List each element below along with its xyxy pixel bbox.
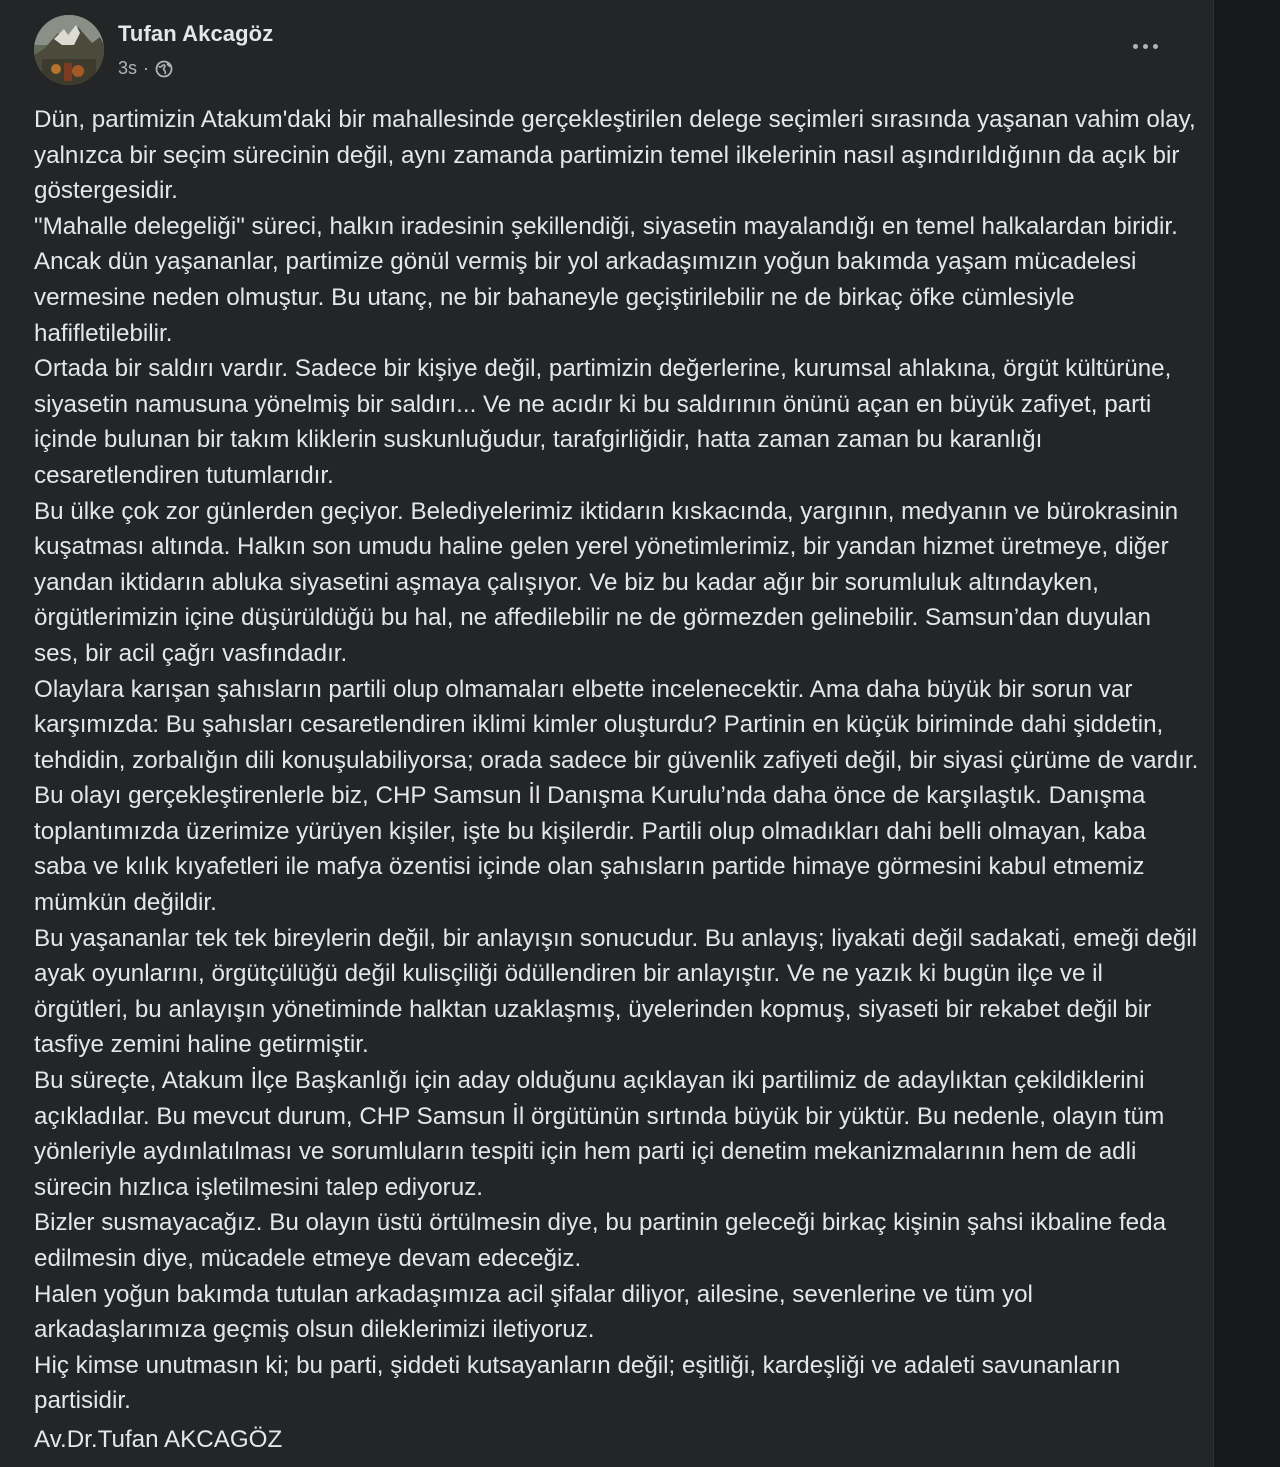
more-horizontal-icon (1153, 44, 1158, 49)
author-name[interactable]: Tufan Akcagöz (118, 21, 274, 46)
more-horizontal-icon (1143, 44, 1148, 49)
avatar-image (34, 15, 104, 85)
post-paragraph: Bu süreçte, Atakum İlçe Başkanlığı için aday olduğunu açıklayan iki partilimiz de adaylıktan çekildiklerini açıkladılar. Bu mevcut durum, CHP Samsun İl örgütünün sırtında büyük bir yüktür. Bu nedenle, olayın tüm yönleriyle aydınlatılması ve sorumluların tespiti için hem parti içi denetim mekanizmalarının hem de adli sürecin hızlıca işletilmesini talep ediyoruz. (34, 1067, 1165, 1201)
post-paragraph: Bizler susmayacağız. Bu olayın üstü örtülmesin diye, bu partinin geleceği birkaç kişinin şahsi ikbaline feda edilmesin diye, mücadele etmeye devam edeceğiz. (34, 1209, 1167, 1272)
post-paragraph: Olaylara karışan şahısların partili olup olmamaları elbette incelenecektir. Ama daha büyük bir sorun var karşımızda: Bu şahısları cesaretlendiren iklimi kimler oluşturdu? Partinin en küçük biriminde dahi şiddetin, tehdidin, zorbalığın dili konuşulabiliyorsa; orada sadece bir güvenlik zafiyeti değil, bir siyasi çürüme de vardır. Bu olayı gerçekleştirenlerle biz, CHP Samsun İl Danışma Kurulu’nda daha önce de karşılaştık. Danışma toplantımızda üzerimize yürüyen kişiler, işte bu kişilerdir. Partili olup olmadıkları dahi belli olmayan, kaba saba ve kılık kıyafetleri ile mafya özentisi içinde olan şahısların partide himaye görmesini kabul etmemiz mümkün değildir. (34, 675, 1199, 917)
post-signature: Av.Dr.Tufan AKCAGÖZ (34, 1426, 283, 1453)
post-paragraph: "Mahalle delegeliği" süreci, halkın iradesinin şekillendiği, siyasetin mayalandığı en temel halkalardan biridir. Ancak dün yaşananlar, partimize gönül vermiş bir yol arkadaşımızın yoğun bakımda yaşam mücadelesi vermesine neden olmuştur. Bu utanç, ne bir bahaneyle geçiştirilebilir ne de birkaç öfke cümlesiyle hafifletilebilir. (34, 212, 1178, 347)
post-paragraph: Dün, partimizin Atakum'daki bir mahallesinde gerçekleştirilen delege seçimleri sırasında yaşanan vahim olay, yalnızca bir seçim sürecinin değil, aynı zamanda partimizin temel ilkelerinin nasıl aşındırıldığının da açık bir göstergesidir. (34, 106, 1196, 205)
post-paragraph: Hiç kimse unutmasın ki; bu parti, şiddeti kutsayanların değil; eşitliği, kardeşliği ve adaleti savunanların partisidir. (34, 1351, 1121, 1415)
post-body (34, 102, 1199, 1419)
meta-separator: · (143, 58, 150, 78)
post-paragraph: Ortada bir saldırı vardır. Sadece bir kişiye değil, partimizin değerlerine, kurumsal ahlakına, örgüt kültürüne, siyasetin namusuna yönelmiş bir saldırı... Ve ne acıdır ki bu saldırının önünü açan en büyük zafiyet, parti içinde bulunan bir takım kliklerin suskunluğudur, tarafgirliğidir, hatta zaman zaman bu karanlığı cesaretlendiren tutumlarıdır. (34, 355, 1172, 489)
more-options-button[interactable] (1125, 33, 1165, 59)
post-timestamp[interactable]: 3s (118, 58, 138, 78)
post-paragraph: Bu yaşananlar tek tek bireylerin değil, bir anlayışın sonucudur. Bu anlayış; liyakati değil sadakati, emeği değil ayak oyunlarını, örgütçülüğü değil kulisçiliği ödüllendiren bir anlayıştır. Ve ne yazık ki bugün ilçe ve il örgütleri, bu anlayışın yönetiminde halktan uzaklaşmış, üyelerinden kopmuş, siyaseti bir rekabet değil bir tasfiye zemini haline getirmiştir. (34, 924, 1197, 1059)
post-paragraph: Halen yoğun bakımda tutulan arkadaşımıza acil şifalar diliyor, ailesine, sevenlerine ve tüm yol arkadaşlarımıza geçmiş olsun dileklerimizi iletiyoruz. (34, 1280, 1033, 1344)
post-paragraph: Bu ülke çok zor günlerden geçiyor. Belediyelerimiz iktidarın kıskacında, yargının, medyanın ve bürokrasinin kuşatması altında. Halkın son umudu haline gelen yerel yönetimlerimiz, bir yandan hizmet üretmeye, diğer yandan iktidarın abluka siyasetini aşmaya çalışıyor. Ve biz bu kadar ağır bir sorumluluk altındayken, örgütlerimizin içine düşürüldüğü bu hal, ne affedilebilir ne de görmezden gelinebilir. Samsun’dan duyulan ses, bir acil çağrı vasfındadır. (34, 497, 1179, 667)
avatar[interactable] (34, 15, 104, 85)
post-header (34, 15, 1173, 85)
globe-icon[interactable] (155, 60, 173, 78)
post-meta (118, 58, 173, 79)
more-horizontal-icon (1133, 44, 1138, 49)
